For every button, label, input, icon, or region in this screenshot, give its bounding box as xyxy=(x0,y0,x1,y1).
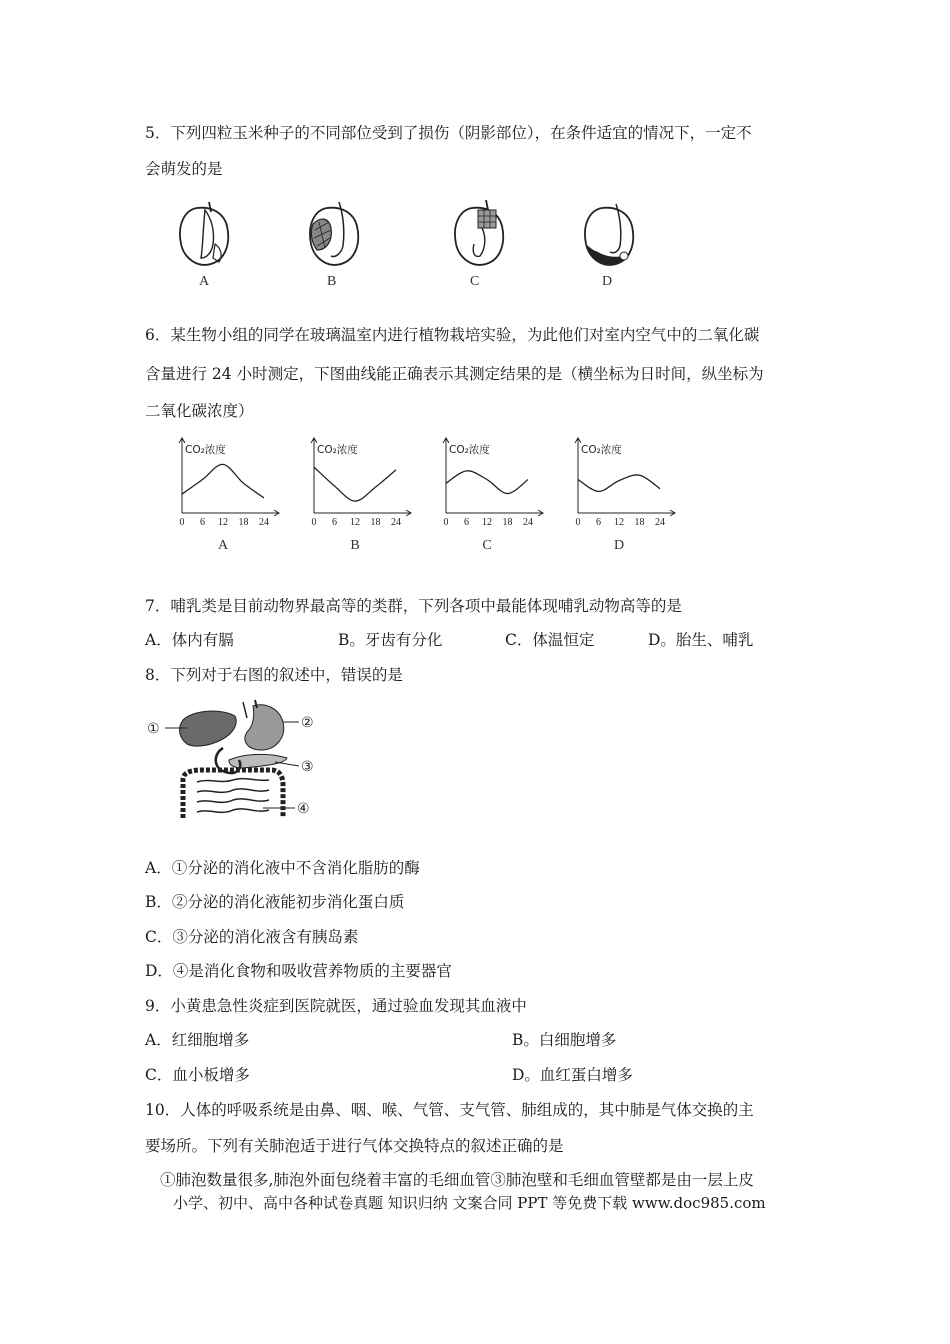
x-tick-label: 12 xyxy=(614,517,624,528)
chart-caption: B xyxy=(350,538,360,553)
q6-stem-line1: 6．某生物小组的同学在玻璃温室内进行植物栽培实验，为此他们对室内空气中的二氧化碳 xyxy=(145,326,760,344)
q10-stem-line1: 10．人体的呼吸系统是由鼻、咽、喉、气管、支气管、肺组成的，其中肺是气体交换的主 xyxy=(145,1101,754,1119)
q8-stem: 8．下列对于右图的叙述中，错误的是 xyxy=(145,666,403,684)
q10-stem-line3: ①肺泡数量很多,肺泡外面包绕着丰富的毛细血管③肺泡壁和毛细血管壁都是由一层上皮 xyxy=(160,1171,754,1189)
co2-chart-c xyxy=(443,438,543,553)
q7-stem: 7．哺乳类是目前动物界最高等的类群，下列各项中最能体现哺乳动物高等的是 xyxy=(145,597,682,615)
chart-caption: A xyxy=(217,538,229,553)
q9-option-a: A．红细胞增多 xyxy=(145,1031,250,1049)
x-tick-label: 24 xyxy=(259,517,269,528)
y-axis-label: CO₂浓度 xyxy=(317,444,358,456)
y-axis-label: CO₂浓度 xyxy=(449,444,490,456)
q6-stem-line2: 含量进行 24 小时测定，下图曲线能正确表示其测定结果的是（横坐标为日时间，纵坐标为 xyxy=(145,365,764,383)
x-tick-label: 6 xyxy=(596,517,601,528)
q8-option-b: B．②分泌的消化液能初步消化蛋白质 xyxy=(145,893,405,911)
x-tick-label: 18 xyxy=(238,517,249,528)
corn-seed-c xyxy=(455,200,503,289)
co2-curve xyxy=(446,471,528,494)
marker-2: ② xyxy=(301,715,314,731)
footer-watermark: 小学、初中、高中各种试卷真题 知识归纳 文案合同 PPT 等免费下载 www.doc985.com xyxy=(173,1194,766,1212)
x-tick-label: 6 xyxy=(200,517,205,528)
x-tick-label: 0 xyxy=(179,517,185,528)
q5-stem-line1: 5．下列四粒玉米种子的不同部位受到了损伤（阴影部位），在条件适宜的情况下，一定不 xyxy=(145,124,752,142)
q7-option-c: C．体温恒定 xyxy=(505,631,595,649)
chart-caption: D xyxy=(613,538,625,553)
q9-option-c: C．血小板增多 xyxy=(145,1066,250,1084)
marker-4: ④ xyxy=(297,801,310,817)
chart-caption: C xyxy=(482,538,492,553)
co2-chart-a xyxy=(179,438,279,553)
q8-option-a: A．①分泌的消化液中不含消化脂肪的酶 xyxy=(145,859,420,877)
q8-option-c: C．③分泌的消化液含有胰岛素 xyxy=(145,928,359,946)
x-tick-label: 18 xyxy=(502,517,513,528)
q9-option-d: D。血红蛋白增多 xyxy=(512,1066,633,1084)
x-tick-label: 18 xyxy=(634,517,645,528)
x-tick-label: 0 xyxy=(443,517,449,528)
corn-seed-b xyxy=(310,202,358,289)
corn-seed-d xyxy=(585,204,633,289)
q9-option-b: B。白细胞增多 xyxy=(512,1031,617,1049)
co2-curve xyxy=(182,464,264,498)
marker-1: ① xyxy=(147,721,160,737)
marker-3: ③ xyxy=(301,759,314,775)
corn-seed-a xyxy=(180,202,228,289)
x-tick-label: 24 xyxy=(391,517,401,528)
corn-seeds-figure xyxy=(165,195,645,290)
x-tick-label: 12 xyxy=(218,517,228,528)
co2-charts-figure xyxy=(170,435,690,555)
seed-label-a: A xyxy=(199,274,210,289)
q7-option-b: B。牙齿有分化 xyxy=(338,631,443,649)
q10-stem-line2: 要场所。下列有关肺泡适于进行气体交换特点的叙述正确的是 xyxy=(145,1137,564,1155)
x-tick-label: 12 xyxy=(350,517,360,528)
q6-stem-line3: 二氧化碳浓度） xyxy=(145,402,254,420)
x-tick-label: 6 xyxy=(332,517,337,528)
seed-label-d: D xyxy=(602,274,613,289)
y-axis-label: CO₂浓度 xyxy=(185,444,226,456)
x-tick-label: 0 xyxy=(575,517,581,528)
x-tick-label: 12 xyxy=(482,517,492,528)
digestive-system-figure xyxy=(143,698,323,826)
q7-option-a: A．体内有膈 xyxy=(145,631,234,649)
x-tick-label: 24 xyxy=(655,517,665,528)
x-tick-label: 6 xyxy=(464,517,469,528)
co2-curve xyxy=(578,475,660,491)
y-axis-label: CO₂浓度 xyxy=(581,444,622,456)
q9-stem: 9．小黄患急性炎症到医院就医，通过验血发现其血液中 xyxy=(145,997,527,1015)
x-tick-label: 18 xyxy=(370,517,381,528)
x-tick-label: 0 xyxy=(311,517,317,528)
q7-option-d: D。胎生、哺乳 xyxy=(648,631,754,649)
seed-label-b: B xyxy=(327,274,337,289)
q5-stem-line2: 会萌发的是 xyxy=(145,160,223,178)
co2-chart-d xyxy=(575,438,675,553)
co2-curve xyxy=(314,467,396,501)
co2-chart-b xyxy=(311,438,411,553)
seed-label-c: C xyxy=(470,274,480,289)
x-tick-label: 24 xyxy=(523,517,533,528)
q8-option-d: D．④是消化食物和吸收营养物质的主要器官 xyxy=(145,962,452,980)
